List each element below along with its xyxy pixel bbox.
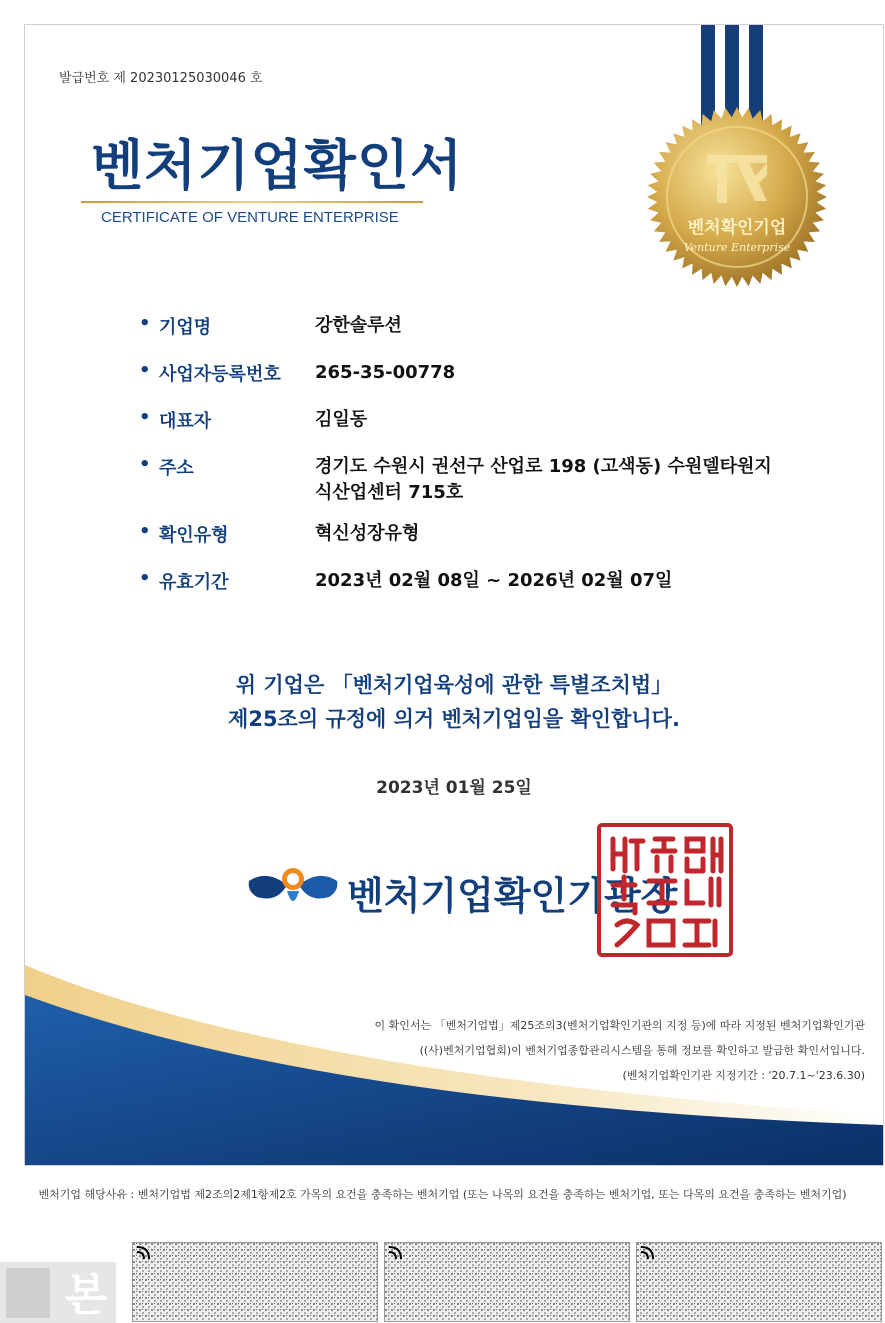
- notice-line-3: (벤처기업확인기관 지정기간 : '20.7.1~'23.6.30): [622, 1069, 865, 1082]
- venture-reason: 벤처기업 해당사유 : 벤처기업법 제2조의2제1항제2호 가목의 요건을 충족하는 벤처기업 (또는 나목의 요건을 충족하는 벤처기업, 또는 다목의 요건을 충족하는 벤처기업): [38, 1188, 847, 1201]
- venture-seal-icon: [645, 105, 829, 289]
- certificate-subtitle: CERTIFICATE OF VENTURE ENTERPRISE: [101, 209, 399, 226]
- bullet-icon: •: [139, 313, 151, 334]
- red-official-seal-icon: [595, 821, 735, 959]
- watermark-text: 본: [64, 1270, 108, 1321]
- bullet-icon: •: [139, 454, 151, 475]
- venture-org-logo-icon: [247, 863, 339, 915]
- issuer-name: 벤처기업확인기관장: [347, 874, 678, 918]
- verification-code-image: [636, 1242, 882, 1322]
- title-divider: [81, 201, 423, 203]
- bullet-icon: •: [139, 360, 151, 381]
- issue-number: 발급번호 제 20230125030046 호: [59, 71, 263, 86]
- original-watermark-icon: [0, 1262, 116, 1323]
- certificate-title: 벤처기업확인서: [91, 134, 464, 197]
- issue-date: 2023년 01월 25일: [376, 778, 532, 798]
- notice-line-2: ((사)벤처기업협회)이 벤처기업종합관리시스템을 통해 정보를 확인하고 발급한 확인서입니다.: [419, 1044, 865, 1057]
- bullet-icon: •: [139, 521, 151, 542]
- bullet-icon: •: [139, 568, 151, 589]
- statement-line-2: 제25조의 규정에 의거 벤처기업임을 확인합니다.: [228, 707, 680, 731]
- statement-line-1: 위 기업은 「벤처기업육성에 관한 특별조치법」: [235, 673, 673, 697]
- certificate-frame: 발급번호 제 20230125030046 호 벤처기업확인서 CERTIFICATE OF VENTURE ENTERPRISE 벤처확인기업 Venture Enterprise • 기업명 강한솔루션 • 사업자등록번호 265-35-00778 • 대표자 김일동 • 주소 경기도 수원시 권선구 산업로 198 (고색동) 수원델타원지 식산업센터 715호 • 확인유형 혁신성장유형 • 유효기간 2023년 02월 08일 ~ 2026년 02월 07일 위 기업은 「벤처기업육성에 관한 특별조치법」 제25조의 규정에 의거 벤처기업임을 확인합니다. 2023년 01월 25일 벤처기업확인기관장 이 확인서는 「벤처기업법」제25조의3(벤처기업확인기관의 지정 등)에 따라 지정된 벤처기업확인기관 ((사)벤처기업협회)이 벤처기업종합관리시스템을 통해 정보를 확인하고 발급한 확인서입니다. (벤처기업확인기관 지정기간 : '20.7.1~'23.6.30): [24, 24, 884, 1166]
- seal-text-ko: 벤처확인기업: [687, 218, 787, 238]
- bullet-icon: •: [139, 407, 151, 428]
- verification-code-image: [384, 1242, 630, 1322]
- decorative-wave: [25, 965, 883, 1165]
- verification-code-image: [132, 1242, 378, 1322]
- notice-line-1: 이 확인서는 「벤처기업법」제25조의3(벤처기업확인기관의 지정 등)에 따라 지정된 벤처기업확인기관: [374, 1019, 865, 1032]
- seal-text-en: Venture Enterprise: [683, 241, 791, 254]
